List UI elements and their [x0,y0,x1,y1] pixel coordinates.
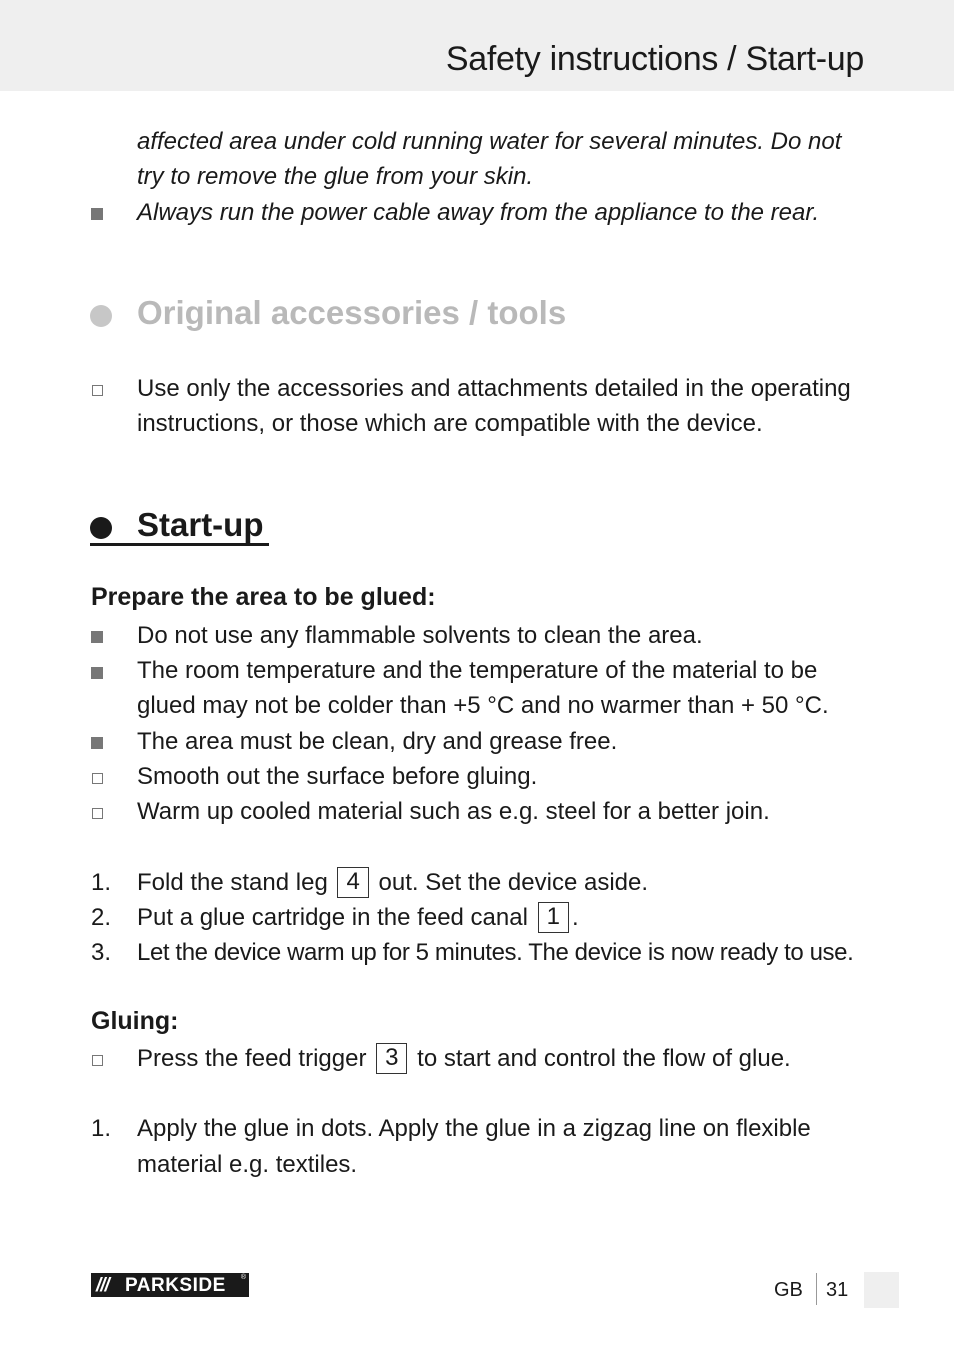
step-number: 3. [91,939,112,966]
bullet-power-cable: Always run the power cable away from the appliance to the rear. [137,199,820,226]
gluing-item-trigger [137,1041,867,1076]
prepare-item-clean: The area must be clean, dry and grease free. [137,728,618,755]
gluing-heading: Gluing: [91,1007,179,1035]
prepare-item-solvents: Do not use any flammable solvents to clean the area. [137,622,703,649]
accessories-line-1: Use only the accessories and attachments detailed in the operating [137,375,851,402]
step-text: . [571,904,579,931]
section-title-underline [90,543,269,546]
step-warm-up: Let the device warm up for 5 minutes. The device is now ready to use. [137,939,854,966]
section-dot-icon [90,305,112,327]
page-header-title: Safety instructions / Start-up [445,40,864,78]
footer-tab-block [864,1272,899,1308]
section-title-startup: Start-up [137,506,264,543]
step-text: Fold the stand leg [137,869,328,896]
step-number: 2. [91,904,112,931]
logo-slashes: /// [96,1275,109,1296]
footer-separator [816,1273,817,1305]
square-bullet-icon [91,737,103,749]
hollow-square-bullet-icon [92,385,103,396]
section-title-accessories: Original accessories / tools [137,294,567,331]
step-text: out. Set the device aside. [378,869,649,896]
footer-language: GB [774,1279,803,1301]
step-number: 1. [91,1115,112,1142]
part-reference-box: 3 [376,1043,407,1074]
step-fold-stand-leg [137,865,867,900]
part-reference-box: 4 [337,867,368,898]
step-number: 1. [91,869,112,896]
parkside-logo [91,1273,249,1297]
item-text: Press the feed trigger [137,1045,367,1072]
gluing-step-line-1: Apply the glue in dots. Apply the glue in a zigzag line on flexible [137,1115,811,1142]
prepare-item-temperature-line-1: The room temperature and the temperature of the material to be [137,657,818,684]
accessories-line-2: instructions, or those which are compatible with the device. [137,410,763,437]
square-bullet-icon [91,208,103,220]
prepare-item-smooth: Smooth out the surface before gluing. [137,763,538,790]
footer-page-number: 31 [826,1279,849,1301]
prepare-heading: Prepare the area to be glued: [91,583,436,611]
square-bullet-icon [91,667,103,679]
prepare-item-warm: Warm up cooled material such as e.g. steel for a better join. [137,798,770,825]
step-text: Put a glue cartridge in the feed canal [137,904,528,931]
step-insert-cartridge [137,900,867,935]
square-bullet-icon [91,631,103,643]
section-dot-icon [90,517,112,539]
gluing-step-line-2: material e.g. textiles. [137,1151,358,1178]
hollow-square-bullet-icon [92,773,103,784]
logo-brand-text: PARKSIDE [125,1275,226,1296]
logo-registered-mark: ® [240,1274,246,1281]
prepare-item-temperature-line-2: glued may not be colder than +5 °C and no warmer than + 50 °C. [137,692,829,719]
hollow-square-bullet-icon [92,1055,103,1066]
continuation-line-1: affected area under cold running water for several minutes. Do not [137,128,842,155]
continuation-line-2: try to remove the glue from your skin. [137,163,534,190]
hollow-square-bullet-icon [92,808,103,819]
part-reference-box: 1 [538,902,569,933]
item-text: to start and control the flow of glue. [417,1045,791,1072]
